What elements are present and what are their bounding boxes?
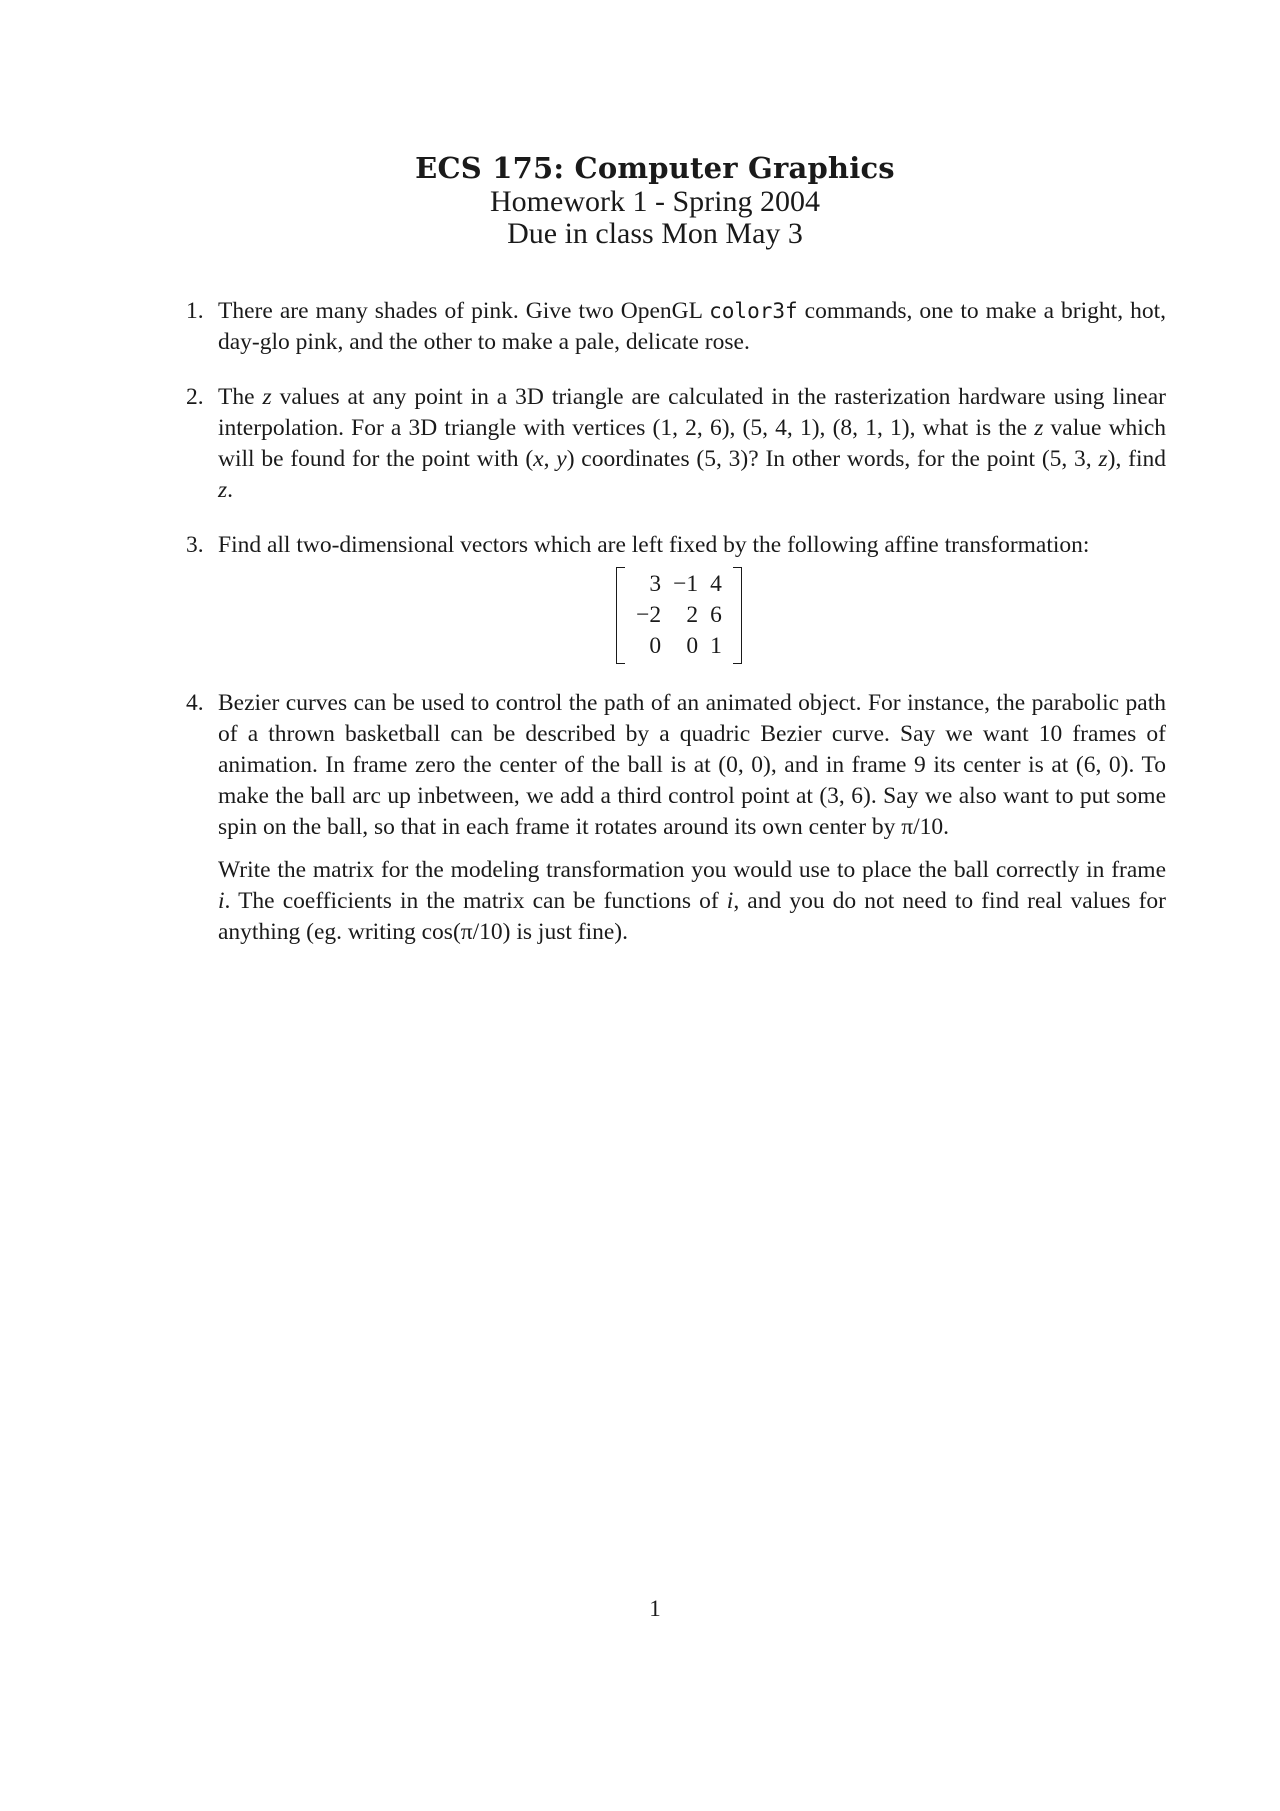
text-segment: , [543, 446, 557, 472]
problem-2 [186, 382, 1166, 506]
matrix-row [630, 600, 728, 631]
left-bracket [616, 567, 625, 664]
title-block [0, 150, 1280, 250]
problem-number: 2. [186, 384, 204, 410]
page-number: 1 [649, 1596, 661, 1621]
text-segment: commands, one to make a bright, hot, day-glo pink, and the other to make a pale, delicate rose. [218, 298, 1166, 355]
text-segment: Write the matrix for the modeling transformation you would use to place the ball correctly in frame [218, 857, 1166, 883]
homework-subtitle: Homework 1 - Spring 2004 [490, 185, 820, 218]
problem-text [218, 382, 1166, 506]
problem-text [218, 296, 1166, 358]
matrix-cell: −2 [636, 602, 662, 628]
matrix-cell: 0 [649, 633, 662, 659]
math-variable: i [726, 888, 734, 914]
matrix-table [630, 569, 728, 662]
problem-4 [186, 688, 1166, 948]
problem-text: Find all two-dimensional vectors which are left fixed by the following affine transformation: [218, 532, 1090, 558]
problem-number: 4. [186, 690, 204, 716]
code-snippet: color3f [709, 299, 798, 323]
text-segment: values at any point in a 3D triangle are calculated in the rasterization hardware using linear interpolation. For a 3D triangle with vertices (1, 2, 6), (5, 4, 1), (8, 1, 1), what is the [218, 384, 1166, 441]
matrix-cell: −1 [673, 571, 699, 597]
text-segment: There are many shades of pink. Give two OpenGL [218, 298, 710, 324]
affine-matrix [616, 567, 742, 664]
text-segment: The [218, 384, 263, 410]
math-variable: y [556, 446, 567, 472]
problem-number: 3. [186, 532, 204, 558]
problem-text-continued [218, 855, 1166, 948]
due-date: Due in class Mon May 3 [507, 217, 803, 250]
text-segment: value which will be found for the point with ( [218, 415, 1166, 472]
matrix-cell: 6 [710, 602, 722, 628]
course-title: ECS 175: Computer Graphics [415, 151, 895, 185]
problem-text: Bezier curves can be used to control the path of an animated object. For instance, the parabolic path of a thrown basketball can be described by a quadric Bezier curve. Say we want 10 frames of animation. In frame zero the center of the ball is at (0, 0), and in frame 9 its center is at (6, 0). To make the ball arc up inbetween, we add a third control point at (3, 6). Say we also want to put some spin on the ball, so that in each frame it rotates around its own center by π/10. [218, 690, 1166, 840]
matrix-row [630, 569, 728, 600]
text-segment: . The coefficients in the matrix can be functions of [224, 888, 727, 914]
math-variable: z [1098, 446, 1108, 472]
math-variable: z [218, 477, 228, 503]
problem-number: 1. [186, 298, 204, 324]
math-variable: x [533, 446, 544, 472]
matrix-cell: 3 [649, 571, 662, 597]
right-bracket [733, 567, 742, 664]
text-segment: , and you do not need to find real values for anything (eg. writing cos(π/10) is just fine). [218, 888, 1166, 945]
problem-1 [186, 296, 1166, 358]
matrix-cell: 4 [710, 571, 722, 597]
math-variable: z [262, 384, 272, 410]
matrix-row [630, 631, 728, 662]
matrix-container [192, 567, 1166, 664]
matrix-cell: 1 [710, 633, 722, 659]
problem-3 [186, 530, 1166, 664]
matrix-cell: 0 [686, 633, 699, 659]
text-segment: ) coordinates (5, 3)? In other words, for the point (5, 3, [566, 446, 1099, 472]
math-variable: i [218, 888, 225, 914]
matrix-cell: 2 [686, 602, 699, 628]
text-segment: ), find [1107, 446, 1166, 472]
problem-list [186, 296, 1166, 972]
text-segment: . [227, 477, 234, 503]
math-variable: z [1034, 415, 1044, 441]
